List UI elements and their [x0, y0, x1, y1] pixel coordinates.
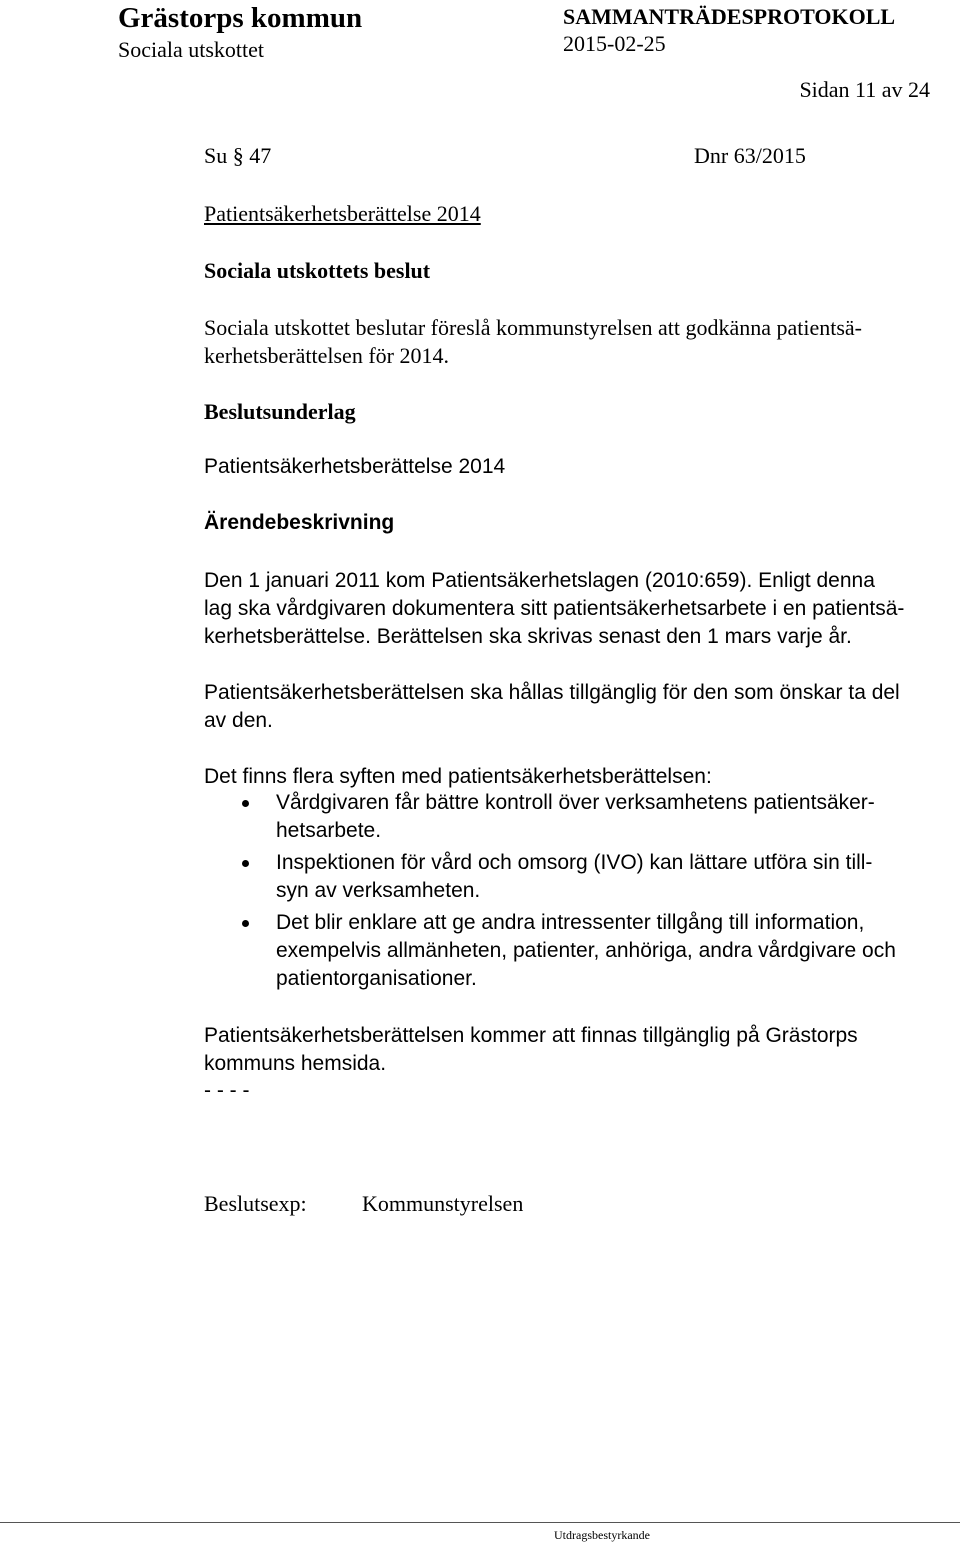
case-title: Patientsäkerhetsberättelse 2014	[204, 201, 481, 226]
unit-name: Sociala utskottet	[118, 37, 265, 62]
description-paragraph-3: Det finns flera syften med patientsäkerhetsberättelsen:	[204, 765, 712, 788]
list-item-line: Inspektionen för vård och omsorg (IVO) kan lättare utföra sin till-	[276, 851, 873, 874]
description-paragraph-2	[204, 679, 934, 735]
list-item-line: patientorganisationer.	[276, 967, 477, 990]
end-mark: - - - -	[204, 1079, 250, 1102]
list-item	[204, 849, 934, 905]
paragraph-line: lag ska vårdgivaren dokumentera sitt patientsäkerhetsarbete i en patientsä-	[204, 597, 905, 620]
list-item-line: hetsarbete.	[276, 819, 382, 842]
meeting-date: 2015-02-25	[563, 31, 666, 56]
description-paragraph-4	[204, 1022, 934, 1078]
org-name: Grästorps kommun	[118, 2, 363, 34]
signature-label: Utdragsbestyrkande	[554, 1528, 650, 1542]
list-item-line: Vårdgivaren får bättre kontroll över verksamhetens patientsäker-	[276, 791, 875, 814]
footer-divider	[0, 1522, 960, 1523]
paragraph-line: Den 1 januari 2011 kom Patientsäkerhetslagen (2010:659). Enligt denna	[204, 569, 875, 592]
case-number: Dnr 63/2015	[694, 143, 806, 168]
paragraph-line: kerhetsberättelse. Berättelsen ska skrivas senast den 1 mars varje år.	[204, 625, 852, 648]
decision-text	[204, 314, 934, 370]
list-item	[204, 789, 934, 845]
page-number: Sidan 11 av 24	[799, 77, 930, 102]
bullet-icon	[242, 920, 249, 927]
paragraph-line: kommuns hemsida.	[204, 1052, 387, 1075]
description-heading: Ärendebeskrivning	[204, 511, 395, 534]
list-item-line: Det blir enklare att ge andra intressenter tillgång till information,	[276, 911, 865, 934]
list-item-line: exempelvis allmänheten, patienter, anhöriga, andra vårdgivare och	[276, 939, 896, 962]
list-item	[204, 909, 934, 993]
paragraph-line: Patientsäkerhetsberättelsen kommer att finnas tillgänglig på Grästorps	[204, 1024, 858, 1047]
basis-item: Patientsäkerhetsberättelse 2014	[204, 455, 506, 478]
dispatch-recipient: Kommunstyrelsen	[362, 1191, 524, 1216]
basis-heading: Beslutsunderlag	[204, 399, 356, 424]
paragraph-line: Patientsäkerhetsberättelsen ska hållas tillgänglig för den som önskar ta del	[204, 681, 900, 704]
bullet-icon	[242, 860, 249, 867]
bullet-icon	[242, 800, 249, 807]
description-paragraph-1	[204, 567, 934, 651]
document-type: SAMMANTRÄDESPROTOKOLL	[563, 4, 896, 29]
paragraph-number: Su § 47	[204, 143, 272, 168]
dispatch-label: Beslutsexp:	[204, 1191, 307, 1216]
decision-heading: Sociala utskottets beslut	[204, 258, 431, 283]
decision-text-line: Sociala utskottet beslutar föreslå kommunstyrelsen att godkänna patientsä-	[204, 315, 862, 340]
purpose-list	[204, 789, 934, 993]
decision-text-line: kerhetsberättelsen för 2014.	[204, 343, 449, 368]
paragraph-line: av den.	[204, 709, 273, 732]
list-item-line: syn av verksamheten.	[276, 879, 481, 902]
